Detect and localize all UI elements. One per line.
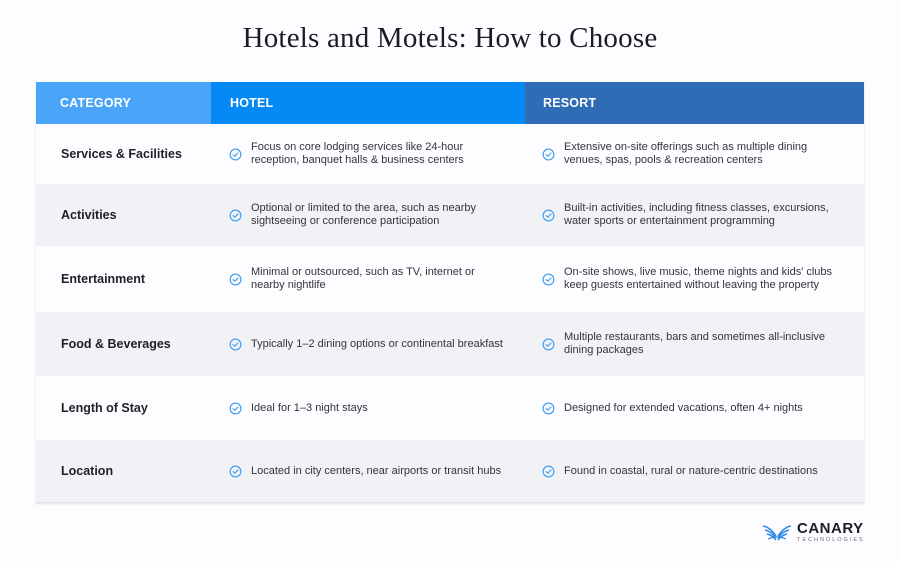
canary-logo	[762, 522, 865, 544]
logo-name: CANARY	[797, 520, 864, 537]
table-row	[36, 246, 864, 312]
row-category: Entertainment	[61, 272, 146, 286]
row-resort-cell	[525, 202, 864, 228]
page-title: Hotels and Motels: How to Choose	[242, 22, 658, 54]
canary-wing-icon	[762, 523, 792, 543]
row-hotel-cell	[211, 465, 525, 478]
check-circle-icon	[229, 465, 242, 478]
logo-subtitle: TECHNOLOGIES	[797, 537, 865, 543]
table-row	[36, 376, 864, 440]
row-resort-cell	[525, 465, 864, 478]
check-circle-icon	[229, 273, 242, 286]
check-circle-icon	[229, 209, 242, 222]
check-circle-icon	[229, 148, 242, 161]
check-circle-icon	[542, 402, 555, 415]
check-circle-icon	[229, 402, 242, 415]
resort-text: Extensive on-site offerings such as multiple dining venues, spas, pools & recreation centers	[564, 141, 808, 166]
check-circle-icon	[542, 338, 555, 351]
check-circle-icon	[229, 338, 242, 351]
table-row	[36, 184, 864, 246]
row-resort-cell	[525, 266, 864, 292]
row-hotel-cell	[211, 338, 525, 351]
hotel-text: Ideal for 1–3 night stays	[251, 401, 368, 414]
check-circle-icon	[542, 273, 555, 286]
header-category: CATEGORY	[36, 82, 211, 124]
check-circle-icon	[542, 209, 555, 222]
resort-text: Designed for extended vacations, often 4+ nights	[564, 401, 803, 414]
table-row	[36, 312, 864, 376]
table-header	[36, 82, 864, 124]
resort-text: Built-in activities, including fitness classes, excursions, water sports or entertainment programming	[564, 202, 829, 227]
row-resort-cell	[525, 402, 864, 415]
row-category: Activities	[61, 208, 117, 222]
row-hotel-cell	[211, 266, 525, 292]
resort-text: On-site shows, live music, theme nights and kids' clubs keep guests entertained without leaving the property	[564, 266, 833, 291]
row-resort-cell	[525, 141, 864, 167]
row-hotel-cell	[211, 202, 525, 228]
row-category: Food & Beverages	[61, 337, 171, 351]
hotel-text: Minimal or outsourced, such as TV, internet or nearby nightlife	[251, 266, 475, 291]
resort-text: Multiple restaurants, bars and sometimes all-inclusive dining packages	[564, 331, 826, 356]
row-resort-cell	[525, 331, 864, 357]
row-category: Length of Stay	[61, 401, 148, 415]
row-category: Location	[61, 464, 114, 478]
table-row	[36, 124, 864, 184]
row-category: Services & Facilities	[61, 147, 182, 161]
hotel-text: Located in city centers, near airports or transit hubs	[251, 464, 502, 477]
hotel-text: Optional or limited to the area, such as nearby sightseeing or conference participation	[251, 202, 477, 227]
header-hotel: HOTEL	[211, 82, 525, 124]
comparison-table	[36, 82, 864, 502]
header-resort: RESORT	[525, 82, 864, 124]
row-hotel-cell	[211, 402, 525, 415]
check-circle-icon	[542, 148, 555, 161]
hotel-text: Focus on core lodging services like 24-hour reception, banquet halls & business centers	[251, 141, 464, 166]
table-row	[36, 440, 864, 502]
row-hotel-cell	[211, 141, 525, 167]
hotel-text: Typically 1–2 dining options or continental breakfast	[251, 337, 503, 350]
resort-text: Found in coastal, rural or nature-centric destinations	[564, 464, 818, 477]
check-circle-icon	[542, 465, 555, 478]
